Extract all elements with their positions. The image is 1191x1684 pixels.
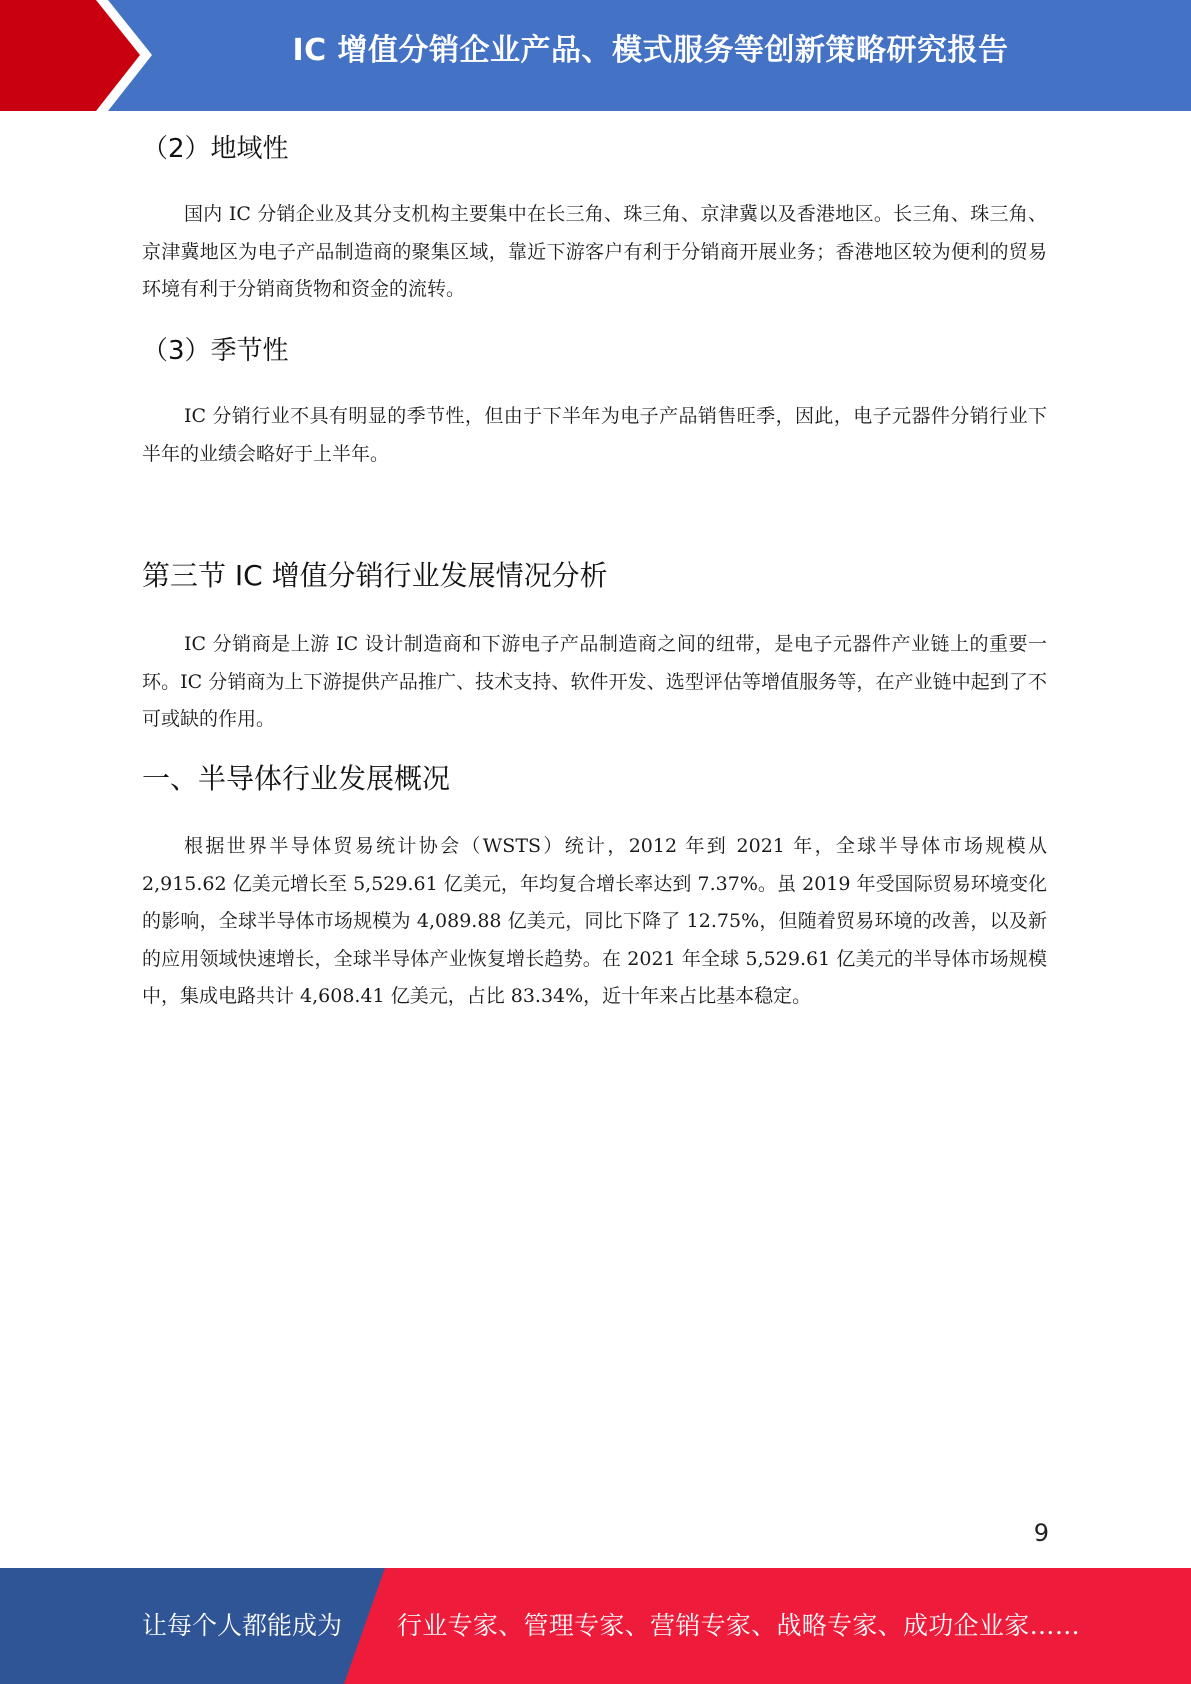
subsection-heading-regional: （2）地域性 [142, 134, 289, 164]
paragraph-industry-analysis: IC 分销商是上游 IC 设计制造商和下游电子产品制造商之间的纽带，是电子元器件产业链上的重要一环。IC 分销商为上下游提供产品推广、技术支持、软件开发、选型评估等增值服务等，在产业链中起到了不可或缺的作用。 [142, 633, 1047, 730]
page-footer [0, 1568, 1191, 1684]
section-heading-semiconductor-overview: 一、半导体行业发展概况 [142, 762, 451, 795]
section-heading-industry-analysis: 第三节 IC 增值分销行业发展情况分析 [142, 559, 608, 592]
report-title: IC 增值分销企业产品、模式服务等创新策略研究报告 [292, 33, 1009, 68]
page-number: 9 [1033, 1519, 1049, 1547]
paragraph-regional: 国内 IC 分销企业及其分支机构主要集中在长三角、珠三角、京津冀以及香港地区。长三角、珠三角、京津冀地区为电子产品制造商的聚集区域，靠近下游客户有利于分销商开展业务；香港地区较为便利的贸易环境有利于分销商货物和资金的流转。 [142, 203, 1047, 300]
paragraph-seasonal: IC 分销行业不具有明显的季节性，但由于下半年为电子产品销售旺季，因此，电子元器件分销行业下半年的业绩会略好于上半年。 [142, 405, 1047, 465]
subsection-heading-seasonal: （3）季节性 [142, 336, 289, 366]
footer-slogan-left: 让每个人都能成为 [142, 1611, 343, 1640]
footer-slogan-right: 行业专家、管理专家、营销专家、战略专家、成功企业家…… [397, 1611, 1081, 1640]
paragraph-semiconductor-overview: 根据世界半导体贸易统计协会（WSTS）统计，2012 年到 2021 年，全球半导体市场规模从 2,915.62 亿美元增长至 5,529.61 亿美元，年均复合增长率达到 7.37%。虽 2019 年受国际贸易环境变化的影响，全球半导体市场规模为 4,089.88 亿美元，同比下降了 12.75%，但随着贸易环境的改善，以及新的应用领域快速增长，全球半导体产业恢复增长趋势。在 2021 年全球 5,529.61 亿美元的半导体市场规模中，集成电路共计 4,608.41 亿美元，占比 83.34%，近十年来占比基本稳定。 [142, 835, 1047, 1007]
page-header [0, 0, 1191, 111]
